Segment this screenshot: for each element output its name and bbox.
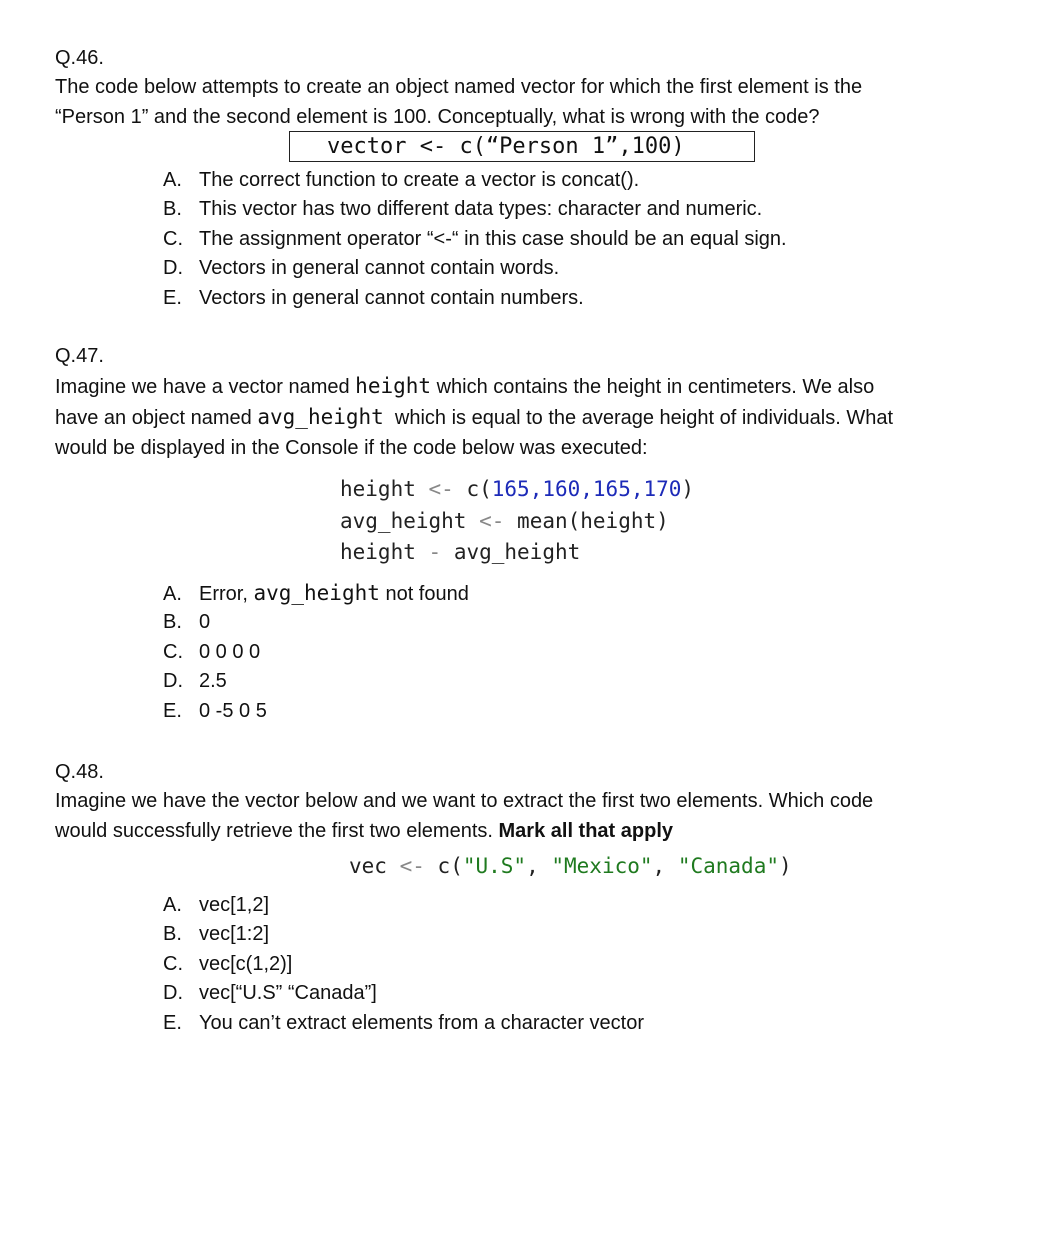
q46-option-a[interactable] (163, 166, 787, 195)
q47-options (163, 579, 469, 726)
q48-option-a[interactable] (163, 891, 644, 920)
option-letter: A. (163, 169, 182, 191)
q47-code-block (340, 474, 694, 569)
code-token: , (526, 854, 539, 878)
code-token: "Mexico" (551, 854, 653, 878)
q48-option-c[interactable] (163, 950, 644, 979)
option-letter: E. (163, 1011, 182, 1034)
option-text: vec[c(1,2)] (199, 952, 293, 975)
option-text: Vectors in general cannot contain words. (199, 257, 560, 280)
option-letter: A. (163, 894, 182, 916)
option-text: Vectors in general cannot contain numbers. (199, 286, 584, 309)
q48-prompt-line2 (55, 816, 995, 846)
code-line (340, 506, 694, 538)
option-text: You can’t extract elements from a character vector (199, 1011, 645, 1034)
q46-options (163, 166, 787, 313)
option-letter: E. (163, 699, 182, 722)
option-text: not found (379, 583, 469, 605)
q46-option-e[interactable] (163, 284, 787, 313)
q46-prompt-line1: The code below attempts to create an object named vector for which the first element is the (55, 76, 863, 98)
code-token: vec (349, 854, 387, 878)
option-letter: C. (163, 952, 183, 975)
q46-prompt (55, 72, 995, 132)
option-letter: D. (163, 670, 183, 693)
option-letter: C. (163, 640, 183, 663)
option-text: Error, (199, 583, 254, 605)
code-token: c( (437, 854, 463, 878)
option-text: The assignment operator “<-“ in this case should be an equal sign. (199, 227, 787, 250)
option-text: 0 -5 0 5 (199, 699, 267, 722)
q48-prompt-line1: Imagine we have the vector below and we want to extract the first two elements. Which code (55, 790, 874, 812)
q46-prompt-line2: “Person 1” and the second element is 100. Conceptually, what is wrong with the code? (55, 106, 820, 128)
text-run: have an object named (55, 407, 258, 429)
text-run: Imagine we have a vector named (55, 376, 356, 398)
q46-code-box: vector <- c(“Person 1”,100) (289, 131, 755, 162)
q46-option-b[interactable] (163, 195, 787, 224)
text-run: which is equal to the average height of individuals. What (383, 407, 894, 429)
option-text: vec[“U.S” “Canada”] (199, 982, 377, 1005)
code-token: , (652, 854, 666, 878)
code-token: ) (681, 477, 695, 501)
code-line (340, 474, 694, 506)
option-text: The correct function to create a vector is concat(). (199, 169, 640, 191)
q48-prompt (55, 786, 995, 846)
code-token: avg_height (453, 540, 581, 564)
q47-option-a[interactable] (163, 579, 469, 608)
code-token: ) (656, 508, 669, 533)
code-token: - (428, 540, 442, 564)
option-text: 0 0 0 0 (199, 640, 261, 663)
q46-option-c[interactable] (163, 225, 787, 254)
option-letter: D. (163, 982, 183, 1005)
q48-option-d[interactable] (163, 979, 644, 1008)
q47-option-d[interactable] (163, 667, 469, 696)
inline-code: height (355, 374, 432, 398)
q47-number: Q.47. (55, 345, 104, 367)
option-letter: B. (163, 198, 182, 221)
option-text: 2.5 (199, 670, 227, 693)
option-letter: C. (163, 227, 183, 250)
q48-code (349, 852, 792, 880)
option-text: vec[1:2] (199, 923, 270, 946)
code-token: <- (399, 854, 425, 878)
code-token: 165,160,165,170 (491, 477, 682, 501)
option-letter: B. (163, 923, 182, 946)
inline-code: avg_height (257, 405, 384, 429)
q47-option-c[interactable] (163, 638, 469, 667)
text-run: would successfully retrieve the first two elements. (55, 820, 499, 842)
option-letter: A. (163, 583, 182, 605)
q48-option-e[interactable] (163, 1009, 644, 1038)
code-token: height (580, 508, 657, 533)
option-letter: B. (163, 611, 182, 634)
code-token: c( (466, 477, 492, 501)
option-letter: E. (163, 286, 182, 309)
code-token: height (340, 540, 416, 564)
q46-number: Q.46. (55, 47, 104, 69)
option-letter: D. (163, 257, 183, 280)
q47-option-e[interactable] (163, 697, 469, 726)
q47-option-b[interactable] (163, 608, 469, 637)
code-token: avg_height (340, 508, 467, 533)
code-token: <- (428, 477, 454, 501)
code-token: "U.S" (462, 854, 527, 878)
q47-prompt (55, 371, 995, 463)
q47-prompt-line2 (55, 402, 995, 433)
text-run: which contains the height in centimeters. We also (431, 376, 875, 398)
code-token: ) (779, 854, 792, 878)
code-token: <- (479, 508, 505, 533)
emphasis-text: Mark all that apply (498, 820, 674, 842)
code-line (340, 537, 694, 569)
code-token: height (340, 477, 416, 501)
q48-number: Q.48. (55, 761, 104, 783)
code-token: "Canada" (677, 854, 779, 878)
inline-code: avg_height (253, 581, 380, 605)
code-token: mean( (517, 508, 581, 533)
q47-prompt-line1 (55, 371, 995, 402)
q48-options (163, 891, 644, 1038)
q48-option-b[interactable] (163, 920, 644, 949)
q46-option-d[interactable] (163, 254, 787, 283)
option-text: vec[1,2] (199, 894, 270, 916)
option-text: This vector has two different data types: character and numeric. (199, 198, 763, 221)
q47-prompt-line3: would be displayed in the Console if the code below was executed: (55, 437, 648, 459)
option-text: 0 (199, 611, 211, 634)
